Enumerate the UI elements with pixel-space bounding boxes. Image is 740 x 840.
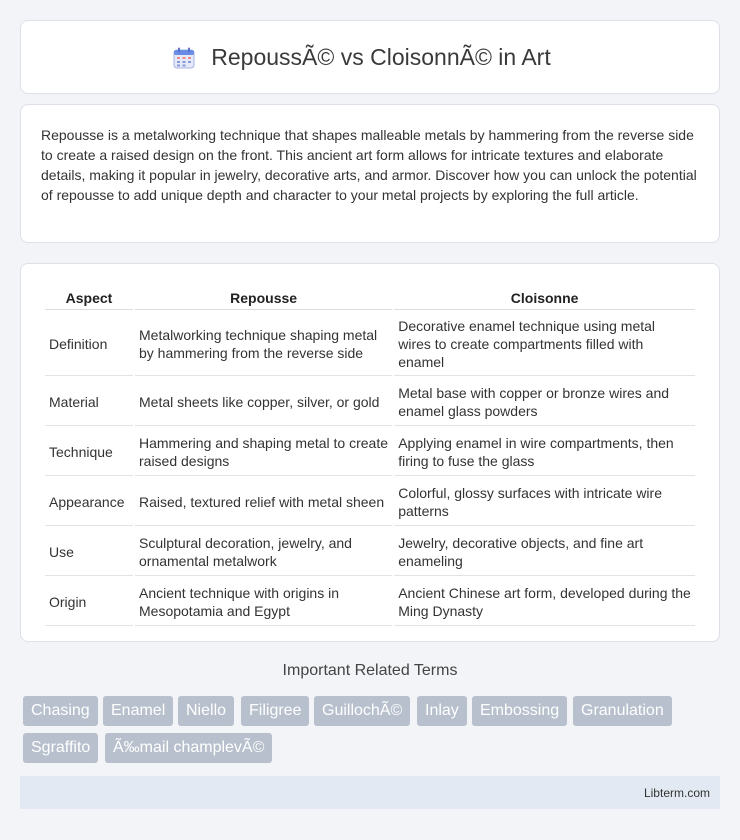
related-term-tag[interactable]: Niello [178,696,234,726]
column-header: Cloisonne [394,287,695,310]
related-term-tag[interactable]: Ã‰mail champlevÃ© [105,733,272,763]
table-cell: Hammering and shaping metal to create raised designs [135,428,392,476]
table-row [45,312,695,376]
column-header: Aspect [45,287,133,310]
table-cell: Jewelry, decorative objects, and fine art enameling [394,528,695,576]
table-cell: Origin [45,578,133,626]
intro-text: Repousse is a metalworking technique that shapes malleable metals by hammering from the reverse side to create a raised design on the front. This ancient art form allows for intricate textures and elaborate details, making it popular in jewelry, decorative arts, and armor. Discover how you can unlock the potential of repousse to add unique depth and character to your metal projects by exploring the full article. [41,127,697,203]
table-cell: Use [45,528,133,576]
related-term-tag[interactable]: Sgraffito [23,733,98,763]
table-cell: Ancient technique with origins in Mesopotamia and Egypt [135,578,392,626]
related-term-tag[interactable]: Chasing [23,696,98,726]
page-title: RepoussÃ© vs CloisonnÃ© in Art [211,43,551,70]
table-cell: Metalworking technique shaping metal by hammering from the reverse side [135,312,392,376]
table-cell: Sculptural decoration, jewelry, and ornamental metalwork [135,528,392,576]
related-term-tag[interactable]: Inlay [417,696,467,726]
comparison-table [43,285,697,628]
table-cell: Colorful, glossy surfaces with intricate wire patterns [394,478,695,526]
table-row [45,428,695,476]
calendar-icon [172,46,196,75]
table-cell: Ancient Chinese art form, developed during the Ming Dynasty [394,578,695,626]
related-term-tag[interactable]: Enamel [103,696,173,726]
table-cell: Definition [45,312,133,376]
table-row [45,378,695,426]
intro-card [20,104,720,243]
table-row [45,478,695,526]
related-terms-title: Important Related Terms [282,662,458,679]
table-cell: Decorative enamel technique using metal wires to create compartments filled with enamel [394,312,695,376]
table-cell: Applying enamel in wire compartments, then firing to fuse the glass [394,428,695,476]
table-cell: Raised, textured relief with metal sheen [135,478,392,526]
column-header: Repousse [135,287,392,310]
table-cell: Metal sheets like copper, silver, or gold [135,378,392,426]
related-term-tag[interactable]: Embossing [472,696,567,726]
table-cell: Appearance [45,478,133,526]
table-cell: Technique [45,428,133,476]
table-cell: Metal base with copper or bronze wires and enamel glass powders [394,378,695,426]
related-term-tag[interactable]: GuillochÃ© [314,696,410,726]
related-term-tag[interactable]: Granulation [573,696,672,726]
table-row [45,578,695,626]
header-card [20,20,720,94]
related-term-tag[interactable]: Filigree [241,696,309,726]
table-cell: Material [45,378,133,426]
footer-link[interactable]: Libterm.com [643,785,710,800]
table-row [45,528,695,576]
footer [20,776,720,809]
comparison-card [20,263,720,642]
